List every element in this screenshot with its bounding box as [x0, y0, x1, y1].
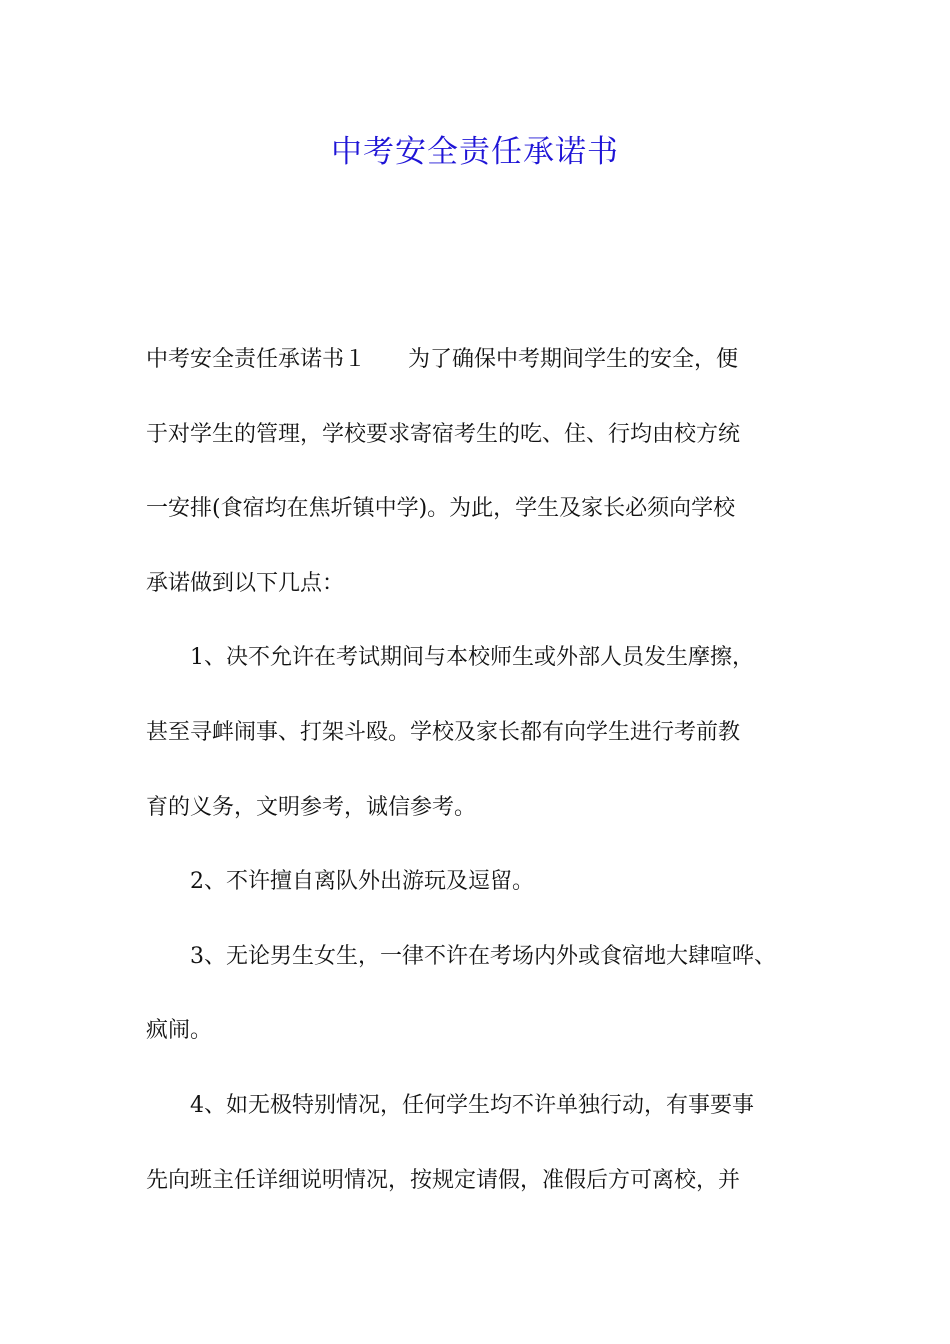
body-line-7: 育的义务，文明参考，诚信参考。 [146, 794, 477, 820]
body-line-2: 于对学生的管理，学校要求寄宿考生的吃、住、行均由校方统 [146, 421, 741, 447]
body-line-3: 一安排(食宿均在焦圻镇中学)。为此，学生及家长必须向学校 [146, 496, 736, 522]
document-body [146, 333, 816, 1228]
body-line-10: 疯闹。 [146, 1018, 213, 1044]
body-line-12: 先向班主任详细说明情况，按规定请假，准假后方可离校，并 [146, 1167, 741, 1193]
document-title: 中考安全责任承诺书 [331, 134, 619, 170]
body-line-5: 1、决不允许在考试期间与本校师生或外部人员发生摩擦， [190, 645, 754, 671]
body-line-9: 3、无论男生女生，一律不许在考场内外或食宿地大肆喧哗、 [190, 943, 776, 969]
body-line-1-text: 为了确保中考期间学生的安全，便 [408, 347, 739, 372]
body-line-4: 承诺做到以下几点： [146, 570, 345, 596]
body-line-1-heading: 中考安全责任承诺书１ [146, 347, 367, 372]
body-line-1 [146, 333, 816, 408]
body-line-8: 2、不许擅自离队外出游玩及逗留。 [190, 869, 534, 895]
body-line-11: 4、如无极特别情况，任何学生均不许单独行动，有事要事 [190, 1092, 754, 1118]
body-line-6: 甚至寻衅闹事、打架斗殴。学校及家长都有向学生进行考前教 [146, 719, 741, 745]
